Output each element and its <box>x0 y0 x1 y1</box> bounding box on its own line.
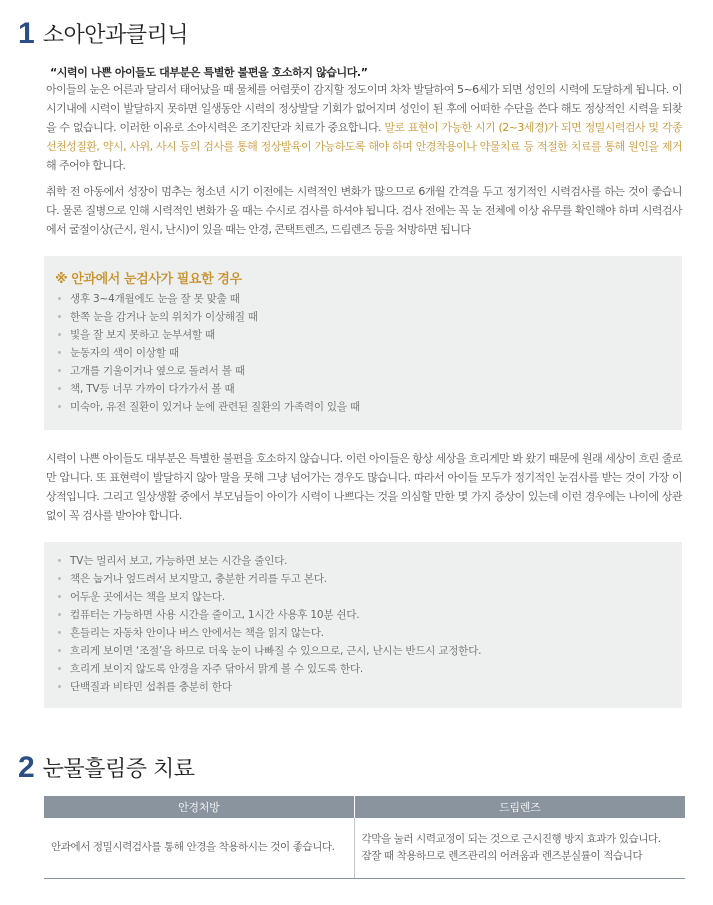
list-item <box>56 660 481 678</box>
list-item-text: 고개를 기울이거나 옆으로 돌려서 볼 때 <box>70 365 245 377</box>
list-item-text: 어두운 곳에서는 책을 보지 않는다. <box>70 591 225 603</box>
bullet-icon <box>58 351 61 354</box>
treatment-comparison-table <box>44 796 685 879</box>
list-item-text: 단백질과 비타민 섭취를 충분히 한다 <box>70 681 232 693</box>
highlight-text: 말로 표현이 가능한 시기 (2~3세경)가 되면 정밀시력검사 및 각종 선천성질환, 약시, 사위, 사시 등의 검사를 통해 정상발육이 가능하도록 해야 하며 안경착용이나 약물치료 등 적절한 치료를 통해 원인을 제거 <box>46 121 682 153</box>
exam-needed-list <box>56 290 360 416</box>
section-heading-1 <box>18 18 188 49</box>
list-item <box>56 642 481 660</box>
table-header-row <box>44 796 685 818</box>
list-item <box>56 398 360 416</box>
list-item <box>56 308 360 326</box>
list-item-text: 흐리게 보이면 ‘조절’을 하므로 더욱 눈이 나빠질 수 있으므로, 근시, 난시는 반드시 교정한다. <box>70 645 482 657</box>
intro-end-text: 해 주어야 합니다. <box>46 159 126 172</box>
list-item <box>56 606 481 624</box>
list-item-text: 빛을 잘 보지 못하고 눈부셔할 때 <box>70 329 215 341</box>
reference-mark-icon: ※ <box>55 272 68 287</box>
list-item-text: 생후 3~4개월에도 눈을 잘 못 맞출 때 <box>70 293 240 305</box>
bullet-icon <box>58 595 61 598</box>
eye-care-tips-box <box>44 542 682 708</box>
list-item-text: 눈동자의 색이 이상할 때 <box>70 347 179 359</box>
section-title: 눈물흘림증 치료 <box>42 757 195 782</box>
bullet-icon <box>58 297 61 300</box>
list-item <box>56 326 360 344</box>
box-title <box>55 268 242 287</box>
list-item <box>56 380 360 398</box>
list-item-text: 흐리게 보이지 않도록 안경을 자주 닦아서 맑게 볼 수 있도록 한다. <box>70 663 364 675</box>
checkup-paragraph: 취학 전 아동에서 성장이 멈추는 청소년 시기 이전에는 시력적인 변화가 많으므로 6개월 간격을 두고 정기적인 시력검사를 하는 것이 좋습니다. 물론 질병으로 인해 시력적인 변화가 올 때는 수시로 검사를 하셔야 됩니다. 검사 전에는 꼭 눈 전체에 이상 유무를 확인해야 하며 시력검사에서 굴절이상(근시, 원시, 난시)이 있을 때는 안경, 콘택트렌즈, 드림렌즈 등을 처방하면 됩니다 <box>46 185 682 236</box>
bullet-icon <box>58 315 61 318</box>
dream-lens-line-1: 각막을 눌러 시력교정이 되는 것으로 근시진행 방지 효과가 있습니다. <box>361 832 661 845</box>
bullet-icon <box>58 577 61 580</box>
section-number: 1 <box>18 16 35 50</box>
bullet-icon <box>58 649 61 652</box>
column-header-dream-lens: 드림렌즈 <box>354 796 685 818</box>
intro-paragraph <box>46 80 682 175</box>
list-item <box>56 570 481 588</box>
list-item <box>56 344 360 362</box>
eye-exam-needed-box <box>44 256 682 430</box>
section-title: 소아안과클리닉 <box>42 23 188 48</box>
box-title-text: 안과에서 눈검사가 필요한 경우 <box>71 272 242 287</box>
table-cell-glasses: 안과에서 정밀시력검사를 통해 안경을 착용하시는 것이 좋습니다. <box>44 818 354 878</box>
dream-lens-line-2: 잠잘 때 착용하므로 렌즈관리의 어려움과 렌즈분실률이 적습니다 <box>361 849 643 862</box>
column-header-glasses: 안경처방 <box>44 796 354 818</box>
list-item-text: 흔들리는 자동차 안이나 버스 안에서는 책을 읽지 않는다. <box>70 627 324 639</box>
list-item-text: 미숙아, 유전 질환이 있거나 눈에 관련된 질환의 가족력이 있을 때 <box>70 401 360 413</box>
list-item <box>56 678 481 696</box>
list-item <box>56 290 360 308</box>
bullet-icon <box>58 667 61 670</box>
list-item-text: 한쪽 눈을 감거나 눈의 위치가 이상해질 때 <box>70 311 258 323</box>
bullet-icon <box>58 685 61 688</box>
bullet-icon <box>58 333 61 336</box>
bullet-icon <box>58 631 61 634</box>
section-heading-2 <box>18 752 194 783</box>
eye-care-list <box>56 552 481 696</box>
table-row <box>44 818 685 878</box>
list-item-text: 책, TV등 너무 가까이 다가가서 볼 때 <box>70 383 235 395</box>
list-item-text: TV는 멀리서 보고, 가능하면 보는 시간을 줄인다. <box>70 555 288 567</box>
intro-text: 아이들의 눈은 어른과 달리서 태어났을 때 물체를 어렴풋이 감지할 정도이며 차차 발달하여 5~6세가 되면 성인의 시력에 도달하게 됩니다. 이 시기내에 시력이 발달하지 못하면 일생동안 시력의 정상발달 기회가 없어지며 성인이 된 후에 어떠한 수단을 쓴다 해도 정상적인 시력을 되찾을 수 없습니다. 이러한 이유로 소아시력은 조기진단과 치료가 중요합니다. <box>46 83 682 134</box>
list-item <box>56 552 481 570</box>
table-cell-dream-lens <box>354 818 685 878</box>
bullet-icon <box>58 559 61 562</box>
list-item <box>56 588 481 606</box>
list-item-text: 컴퓨터는 가능하면 사용 시간을 줄이고, 1시간 사용후 10분 쉰다. <box>70 609 360 621</box>
list-item-text: 책은 눕거나 엎드려서 보지말고, 충분한 거리를 두고 본다. <box>70 573 327 585</box>
list-item <box>56 624 481 642</box>
symptoms-paragraph: 시력이 나쁜 아이들도 대부분은 특별한 불편을 호소하지 않습니다. 이런 아이들은 항상 세상을 흐리게만 봐 왔기 때문에 원래 세상이 흐린 줄로만 압니다. 또 표현력이 발달하지 않아 말을 못해 그냥 넘어가는 경우도 많습니다. 따라서 아이들 모두가 정기적인 눈검사를 받는 것이 가장 이상적입니다. 그리고 일상생활 중에서 부모님들이 아이가 시력이 나쁘다는 것을 의심할 만한 몇 가지 증상이 있는데 이런 경우에는 나이에 상관없이 꼭 검사를 받아야 합니다. <box>46 452 682 522</box>
bullet-icon <box>58 387 61 390</box>
quote-text: “시력이 나쁜 아이들도 대부분은 특별한 불편을 호소하지 않습니다.” <box>50 66 368 79</box>
bullet-icon <box>58 405 61 408</box>
list-item <box>56 362 360 380</box>
section-number: 2 <box>18 750 35 784</box>
bullet-icon <box>58 369 61 372</box>
bullet-icon <box>58 613 61 616</box>
